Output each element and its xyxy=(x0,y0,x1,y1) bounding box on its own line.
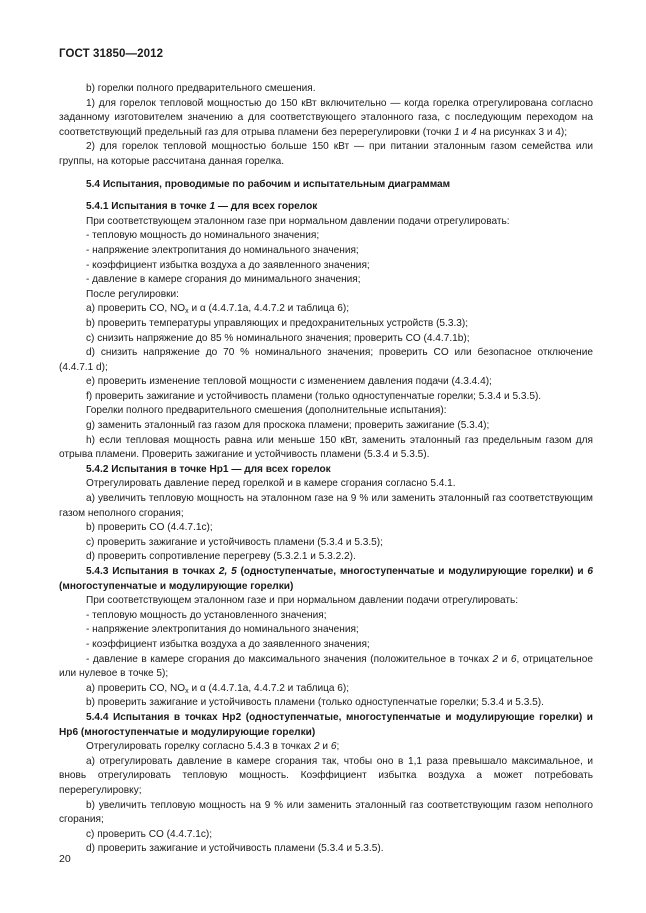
list-item: c) проверить CO (4.4.7.1c); xyxy=(86,828,213,840)
paragraph: Горелки полного предварительного смешения (дополнительные испытания): xyxy=(86,405,447,417)
paragraph: При соответствующем эталонном газе при нормальном давлении подачи отрегулировать: xyxy=(86,215,510,227)
list-item: d) проверить зажигание и устойчивость пламени (5.3.4 и 5.3.5). xyxy=(86,843,384,855)
subsection-heading: 5.4.3 Испытания в точках 2, 5 (одноступенчатые, многоступенчатые и модулирующие горелки) и 6 (многоступенчатые и модулирующие горелки) xyxy=(59,566,593,592)
paragraph: При соответствующем эталонном газе и при нормальном давлении подачи отрегулировать: xyxy=(86,595,519,607)
list-item: - тепловую мощность до установленного значения; xyxy=(86,609,327,621)
list-item: b) проверить CO (4.4.7.1c); xyxy=(86,522,213,534)
list-item: d) снизить напряжение до 70 % номинального значения; проверить CO или безопасное отключение (4.4.7.1 d); xyxy=(59,347,593,373)
list-item: а) проверить CO, $NO_x$ и α (4.4.7.1a, 4.4.7.2 и таблица 6); xyxy=(86,303,350,316)
document-body xyxy=(59,82,593,857)
paragraph: Отрегулировать давление перед горелкой и в камере сгорания согласно 5.4.1. xyxy=(86,478,456,490)
list-item: b) проверить зажигание и устойчивость пламени (только одноступенчатые горелки; 5.3.4 и 5.3.5). xyxy=(86,697,544,709)
paragraph: b) горелки полного предварительного смешения. xyxy=(86,83,316,94)
paragraph: 1) для горелок тепловой мощностью до 150 кВт включительно — когда горелка отрегулирована согласно заданному изготовителем значению а для соответствующего эталонного газа, с последующим переходом на соответствующий предельный газ для отрыва пламени без перерегулировки (точки 1 и 4 на рисунках 3 и 4); xyxy=(59,97,593,138)
paragraph: 2) для горелок тепловой мощностью больше 150 кВт — при питании эталонным газом семейства или группы, на которые рассчитана данная горелка. xyxy=(59,141,593,167)
page-number: 20 xyxy=(59,853,71,865)
list-item: - коэффициент избытка воздуха а до заявленного значения; xyxy=(86,259,370,271)
list-item: а) отрегулировать давление в камере сгорания так, чтобы оно в 1,1 раза превышало максимальное, и вновь отрегулировать тепловую мощность. Коэффициент избытка воздуха а может потребовать перерегулировку; xyxy=(59,755,593,796)
subsection-heading: 5.4.2 Испытания в точке Нр1 — для всех горелок xyxy=(86,463,331,475)
list-item: h) если тепловая мощность равна или меньше 150 кВт, заменить эталонный газ предельным газом для отрыва пламени. Проверить зажигание и устойчивость пламени (5.3.4 и 5.3.5). xyxy=(59,434,593,461)
list-item: - тепловую мощность до номинального значения; xyxy=(86,230,320,242)
list-item: - напряжение электропитания до номинального значения; xyxy=(86,624,359,636)
list-item: d) проверить сопротивление перегреву (5.3.2.1 и 5.3.2.2). xyxy=(86,551,356,563)
subsection-heading: 5.4.1 Испытания в точке 1 — для всех горелок xyxy=(86,201,318,213)
paragraph: Отрегулировать горелку согласно 5.4.3 в точках 2 и 6; xyxy=(86,741,340,753)
list-item: b) увеличить тепловую мощность на 9 % или заменить эталонный газ соответствующим газом неполного сгорания; xyxy=(59,799,593,826)
list-item: - давление в камере сгорания до минимального значения; xyxy=(86,274,361,286)
list-item: а) проверить CO, $NO_x$ и α (4.4.7.1a, 4.4.7.2 и таблица 6); xyxy=(86,682,350,695)
section-heading: 5.4 Испытания, проводимые по рабочим и испытательным диаграммам xyxy=(86,178,451,190)
list-item: - давление в камере сгорания до максимального значения (положительное в точках 2 и 6, отрицательное или нулевое в точке 5); xyxy=(59,653,593,680)
list-item: а) увеличить тепловую мощность на эталонном газе на 9 % или заменить эталонный газ соответствующим газом неполного сгорания; xyxy=(59,493,593,519)
list-item: c) снизить напряжение до 85 % номинального значения; проверить CO (4.4.7.1b); xyxy=(86,332,470,344)
document-header: ГОСТ 31850—2012 xyxy=(59,48,164,60)
list-item: b) проверить температуры управляющих и предохранительных устройств (5.3.3); xyxy=(86,317,469,329)
list-item: g) заменить эталонный газ газом для проскока пламени; проверить зажигание (5.3.4); xyxy=(86,420,490,432)
list-item: - коэффициент избытка воздуха а до заявленного значения; xyxy=(86,638,370,650)
list-item: f) проверить зажигание и устойчивость пламени (только одноступенчатые горелки; 5.3.4 и 5.3.5). xyxy=(86,390,542,402)
list-item: e) проверить изменение тепловой мощности с изменением давления подачи (4.3.4.4); xyxy=(86,376,492,388)
paragraph: После регулировки: xyxy=(86,288,179,300)
list-item: - напряжение электропитания до номинального значения; xyxy=(86,244,359,256)
subsection-heading: 5.4.4 Испытания в точках Нр2 (одноступенчатые, многоступенчатые и модулирующие горелки) и Нр6 (многоступенчатые и модулирующие горелки) xyxy=(59,711,593,738)
list-item: c) проверить зажигание и устойчивость пламени (5.3.4 и 5.3.5); xyxy=(86,536,383,548)
